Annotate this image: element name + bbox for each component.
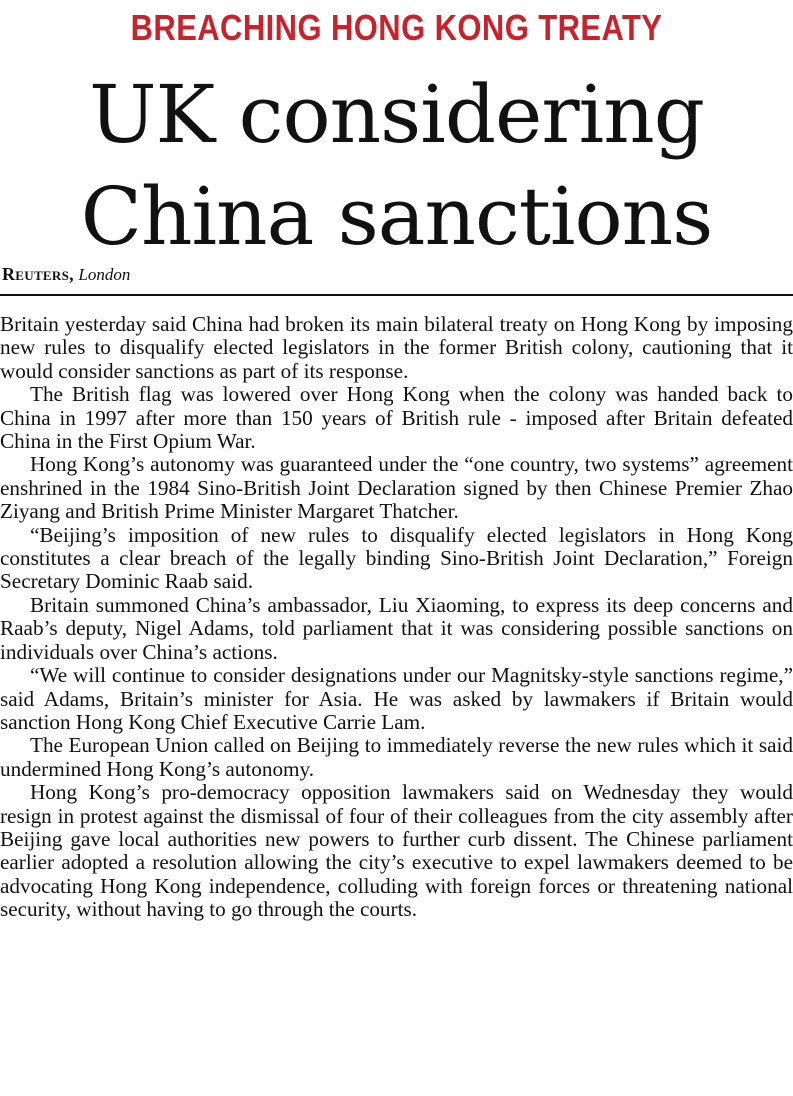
article-body	[0, 313, 793, 922]
article-paragraph-4: “Beijing’s imposition of new rules to disqualify elected legislators in Hong Kong constitutes a clear breach of the legally binding Sino-British Joint Declaration,” Foreign Secretary Dominic Raab said.	[0, 522, 793, 594]
article-paragraph-2: The British flag was lowered over Hong Kong when the colony was handed back to China in 1997 after more than 150 years of British rule - imposed after Britain defeated China in the First Opium War.	[0, 382, 793, 454]
headline-line-1: UK considering	[89, 68, 704, 161]
kicker-heading: BREACHING HONG KONG TREATY	[130, 7, 663, 48]
headline-line-2: China sanctions	[80, 170, 713, 263]
byline-agency: Reuters,	[2, 264, 74, 284]
headline	[0, 64, 793, 268]
article-paragraph-8: Hong Kong’s pro-democracy opposition lawmakers said on Wednesday they would resign in protest against the dismissal of four of their colleagues from the city assembly after Beijing gave local authorities new powers to further curb dissent. The Chinese parliament earlier adopted a resolution allowing the city’s executive to expel lawmakers deemed to be advocating Hong Kong independence, colluding with foreign forces or threatening national security, without having to go through the courts.	[0, 780, 793, 922]
article-paragraph-6: “We will continue to consider designations under our Magnitsky-style sanctions regime,” said Adams, Britain’s minister for Asia. He was asked by lawmakers if Britain would sanction Hong Kong Chief Executive Carrie Lam.	[0, 663, 793, 734]
article-paragraph-5: Britain summoned China’s ambassador, Liu Xiaoming, to express its deep concerns and Raab’s deputy, Nigel Adams, told parliament that it was considering possible sanctions on individuals over China’s actions.	[0, 592, 793, 664]
article-paragraph-1: Britain yesterday said China had broken its main bilateral treaty on Hong Kong by imposing new rules to disqualify elected legislators in the former British colony, cautioning that it would consider sanctions as part of its response.	[0, 312, 793, 383]
article-paragraph-3: Hong Kong’s autonomy was guaranteed under the “one country, two systems” agreement enshrined in the 1984 Sino-British Joint Declaration signed by then Chinese Premier Zhao Ziyang and British Prime Minister Margaret Thatcher.	[0, 452, 793, 524]
byline	[2, 262, 130, 287]
byline-place: London	[78, 265, 131, 284]
byline-divider	[0, 294, 793, 296]
article-paragraph-7: The European Union called on Beijing to immediately reverse the new rules which it said undermined Hong Kong’s autonomy.	[0, 733, 793, 781]
